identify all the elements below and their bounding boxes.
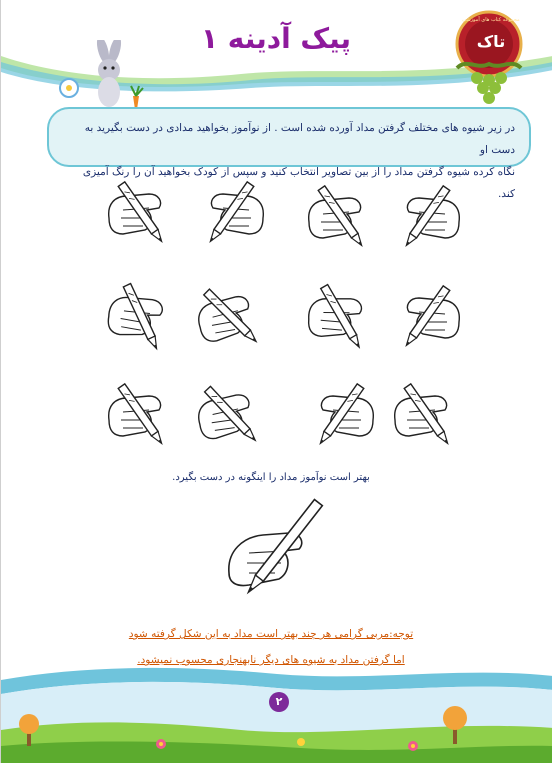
page-title: پیک آدینه ۱ <box>200 22 352 55</box>
grip-cell-3-3 <box>317 384 373 446</box>
badge-logo-text: تاک <box>476 32 506 51</box>
grip-cell-3-4 <box>395 384 451 446</box>
instruction-box <box>47 107 531 200</box>
hand-holding-pencil-icon <box>219 493 339 613</box>
teacher-note-line-1: توجه:مربی گرامی هر چند بهتر است مداد به این شکل گرفته شود <box>128 628 414 640</box>
badge-subtitle: مجموعه کتاب های آموزشی <box>462 17 520 23</box>
page-number: ۲ <box>269 692 289 712</box>
grip-cell-2-3 <box>306 283 367 350</box>
grip-cell-3-1 <box>109 384 165 446</box>
instruction-line-2: نگاه کرده شیوه گرفتن مداد را از بین تصاویر انتخاب کنید و سپس از کودک بخواهید آن را رنگ آمیزی کند. <box>82 166 515 200</box>
grip-cell-1-1 <box>109 182 165 244</box>
instruction-line-1: در زیر شیوه های مختلف گرفتن مداد آورده شده است . از نوآموز بخواهید مدادی در دست بگیرید به دست او <box>84 122 515 156</box>
grip-cell-2-4 <box>403 286 459 348</box>
recommended-grip-caption: بهتر است نوآموز مداد را اینگونه در دست بگیرد. <box>172 472 370 483</box>
grip-cell-1-2 <box>207 182 263 244</box>
grip-cell-3-2 <box>195 381 259 450</box>
grip-cell-1-4 <box>403 186 459 248</box>
pencil-grip-grid <box>91 170 471 460</box>
grip-cell-1-3 <box>309 186 365 248</box>
grip-cell-2-1 <box>104 281 170 352</box>
teacher-note-line-2: اما گرفتن مداد به شیوه های دیگر نابهنجاری محسوب نمیشود. <box>137 654 405 666</box>
grapes-badge-icon <box>447 8 531 108</box>
grip-cell-2-2 <box>194 282 260 353</box>
